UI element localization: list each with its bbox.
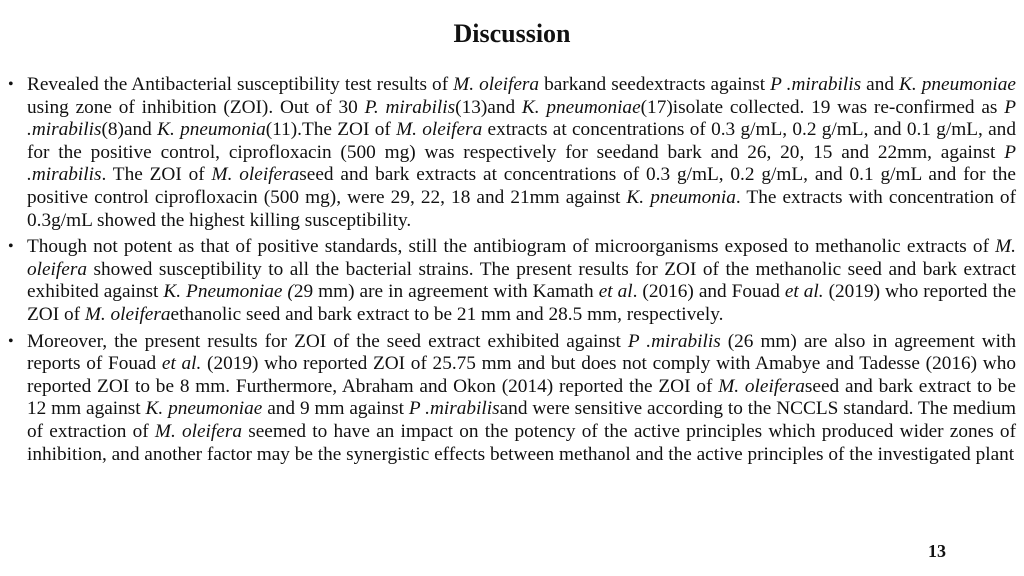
italic-text-run: P .mirabilis <box>770 74 862 95</box>
text-run: showed susceptibility to all the bacterial strains. The present results for ZOI of the methanolic seed and bark extract exhibited against <box>27 258 1016 303</box>
italic-text-run: M. oleifera <box>396 119 483 141</box>
italic-text-run: K. pneumoniae <box>145 398 263 420</box>
bullet-item <box>8 236 1016 326</box>
text-run: using zone of inhibition (ZOI). Out of 30 <box>27 96 365 118</box>
italic-text-run: M. oleifera <box>453 74 540 95</box>
bullet-dot-icon: • <box>8 332 14 350</box>
italic-text-run: K. pneumonia <box>626 186 736 208</box>
italic-text-run: P .mirabilis <box>408 398 500 420</box>
text-run: . (2016) and Fouad <box>632 281 785 303</box>
text-run: and 9 mm against <box>262 398 409 420</box>
text-run: (8)and <box>101 119 158 141</box>
text-run: seemed to have an impact on the potency of the active principles which produced wider zones of inhibition, and another factor may be the synergistic effects between methanol and the active principles of the investigated plant <box>27 420 1016 465</box>
text-run: barkand seedextracts against <box>539 74 771 95</box>
bullet-dot-icon: • <box>8 76 14 93</box>
bullet-item <box>8 331 1016 467</box>
page-title: Discussion <box>453 19 571 48</box>
text-run: . The ZOI of <box>101 164 212 186</box>
italic-text-run: K. pneumoniae <box>899 74 1016 95</box>
text-run: (2019) who reported the ZOI of <box>27 281 1017 325</box>
text-run: ethanolic seed and bark extract to be 21 mm and 28.5 mm, respectively. <box>170 303 724 325</box>
italic-text-run: K. pneumoniae <box>521 96 641 118</box>
bullet-dot-icon: • <box>8 238 14 256</box>
text-run: and <box>861 74 900 95</box>
text-run: (13)and <box>455 96 522 118</box>
page-number: 13 <box>928 541 946 561</box>
italic-text-run: P .mirabilis <box>27 96 1016 141</box>
italic-text-run: et al <box>598 281 633 303</box>
italic-text-run: et al. <box>784 281 824 303</box>
italic-text-run: K. Pneumoniae ( <box>163 281 294 303</box>
text-run: (17)isolate collected. 19 was re-confirmed as <box>640 96 1005 118</box>
italic-text-run: M. oleifera <box>154 420 242 442</box>
italic-text-run: et al. <box>161 353 202 375</box>
text-run: Though not potent as that of positive standards, still the antibiogram of microorganisms exposed to methanolic extracts of <box>27 236 996 258</box>
italic-text-run: P .mirabilis <box>27 141 1016 186</box>
italic-text-run: M. oleifera <box>718 375 805 397</box>
italic-text-run: K. pneumonia <box>157 119 266 141</box>
text-run: seed and bark extracts at concentrations of 0.3 g/mL, 0.2 g/mL, and 0.1 g/mL and for the positive control ciprofloxacin (500 mg), were 29, 22, 18 and 21mm against <box>27 164 1016 208</box>
text-run: (26 mm) are also in agreement with reports of Fouad <box>27 330 1016 375</box>
text-run: and were sensitive according to the NCCLS standard. The medium of extraction of <box>27 398 1016 442</box>
discussion-bullet-list <box>8 74 1016 470</box>
italic-text-run: M. oleifera <box>211 164 300 186</box>
text-run: seed and bark extract to be 12 mm against <box>27 375 1016 420</box>
bullet-item <box>8 74 1016 232</box>
italic-text-run: P. mirabilis <box>364 96 456 118</box>
italic-text-run: M. oleifera <box>84 303 171 325</box>
text-run: . The extracts with concentration of 0.3g/mL showed the highest killing susceptibility. <box>27 186 1016 231</box>
text-run: extracts at concentrations of 0.3 g/mL, 0.2 g/mL, and 0.1 g/mL, and for the positive control, ciprofloxacin (500 mg) was respectively for seedand bark and 26, 20, 15 and 22mm, against <box>27 119 1016 163</box>
text-run: Moreover, the present results for ZOI of the seed extract exhibited against <box>27 330 628 352</box>
text-run: (2019) who reported ZOI of 25.75 mm and but does not comply with Amabye and Tadesse (2016) who reported ZOI to be 8 mm. Furthermore, Abraham and Okon (2014) reported the ZOI of <box>27 353 1016 397</box>
text-run: 29 mm) are in agreement with Kamath <box>293 281 599 303</box>
text-run: (11).The ZOI of <box>265 119 397 141</box>
italic-text-run: M. oleifera <box>27 236 1016 280</box>
italic-text-run: P .mirabilis <box>627 330 721 352</box>
text-run: Revealed the Antibacterial susceptibility test results of <box>27 74 454 95</box>
